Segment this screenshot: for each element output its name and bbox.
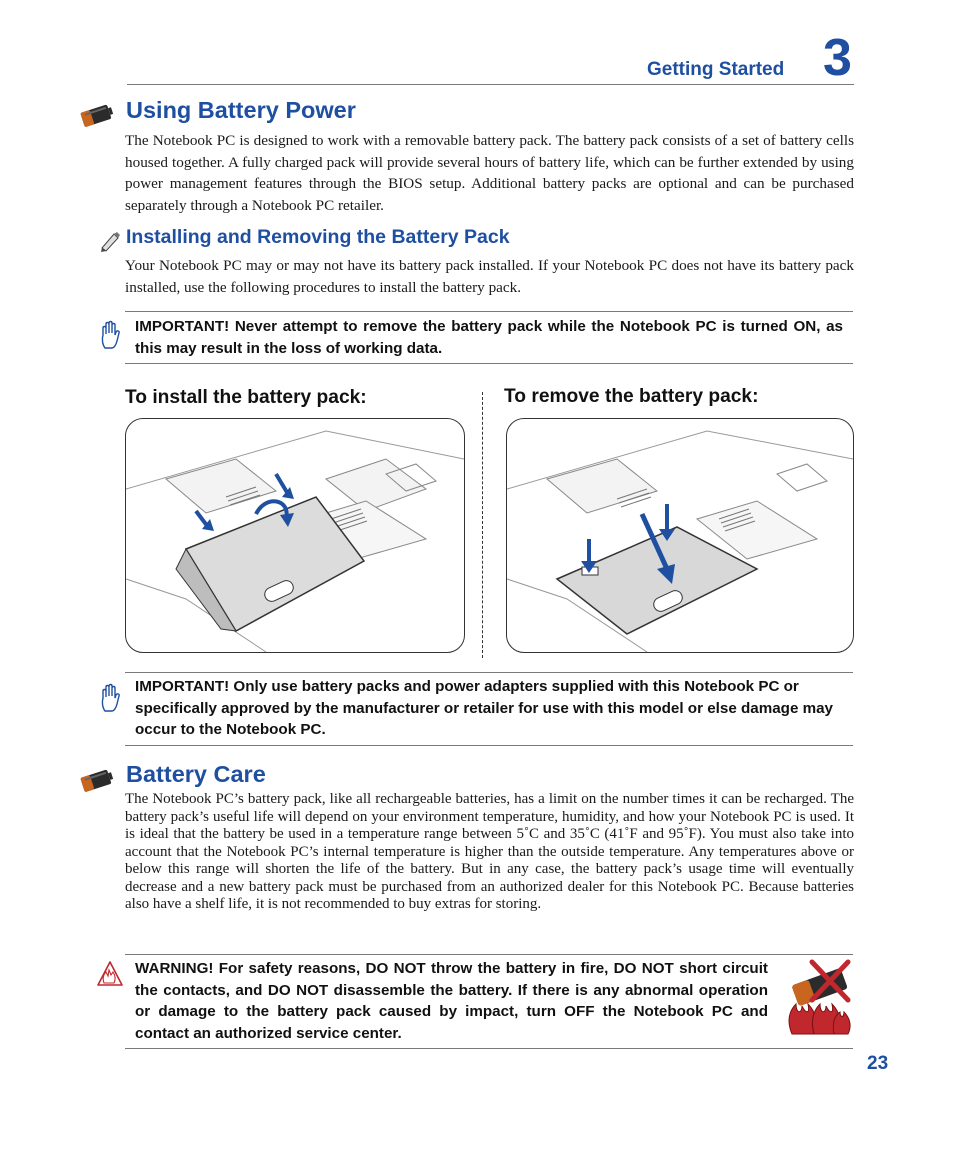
hand-icon (99, 320, 123, 350)
important2-note: IMPORTANT! Only use battery packs and power adapters supplied with this Notebook PC or specifically approved by the manufacturer or retailer for use with this model or else damage may occur to the Notebook PC. (135, 678, 834, 738)
remove-heading: To remove the battery pack: (504, 386, 759, 407)
important1-note: IMPORTANT! Never attempt to remove the battery pack while the Notebook PC is turned ON, as this may result in the loss of working data. (135, 318, 843, 357)
section2-paragraph: The Notebook PC’s battery pack, like all rechargeable batteries, has a limit on the number times it can be recharged. The battery pack’s useful life will depend on your environment temperature, humidity, and how your Notebook PC is used. It is ideal that the battery be used in a temperature range between 5˚C and 35˚C (41˚F and 95˚F). You must also take into account that the Notebook PC’s internal temperature is higher than the outside temperature. Any temperatures above or below this range will shorten the life of the battery. But in any case, the battery pack’s usage time will eventually decrease and a new battery pack must be purchased from an authorized dealer for this Notebook PC. Because batteries also have a shelf life, it is not recommended to buy extras for storing. (125, 791, 854, 912)
important2-top-rule (125, 672, 853, 673)
header-rule (127, 84, 854, 85)
remove-illustration (506, 418, 854, 653)
important1-top-rule (125, 311, 853, 312)
warning-top-rule (125, 954, 853, 955)
important1-bottom-rule (125, 363, 853, 364)
battery-fire-icon (784, 958, 856, 1036)
section-title-battery-care: Battery Care (126, 761, 266, 787)
warning-triangle-icon (96, 960, 124, 988)
column-divider (482, 392, 483, 658)
section-title-using-battery-power: Using Battery Power (126, 97, 356, 123)
install-illustration (125, 418, 465, 653)
subsection-paragraph: Your Notebook PC may or may not have its battery pack installed. If your Notebook PC does not have its battery pack installed, use the following procedures to install the battery pack. (125, 257, 854, 296)
important2-bottom-rule (125, 745, 853, 746)
battery-icon-2 (78, 764, 116, 798)
battery-icon (78, 99, 116, 133)
pencil-icon (98, 230, 122, 252)
header-section-title: Getting Started (647, 59, 785, 80)
warning-bottom-rule (125, 1048, 853, 1049)
chapter-number: 3 (823, 29, 852, 87)
section1-paragraph: The Notebook PC is designed to work with a removable battery pack. The battery pack consists of a set of battery cells housed together. A fully charged pack will provide several hours of battery life, which can be further extended by using power management features through the BIOS setup. Additional battery packs are optional and can be purchased separately through a Notebook PC retailer. (125, 132, 854, 214)
warning-note: WARNING! For safety reasons, DO NOT throw the battery in fire, DO NOT short circuit the contacts, and DO NOT disassemble the battery. If there is any abnormal operation or damage to the battery pack caused by impact, turn OFF the Notebook PC and contact an authorized service center. (135, 960, 768, 1042)
hand-icon-2 (99, 683, 123, 713)
page-number: 23 (867, 1053, 889, 1074)
install-heading: To install the battery pack: (125, 387, 367, 408)
subsection-title: Installing and Removing the Battery Pack (126, 226, 510, 248)
